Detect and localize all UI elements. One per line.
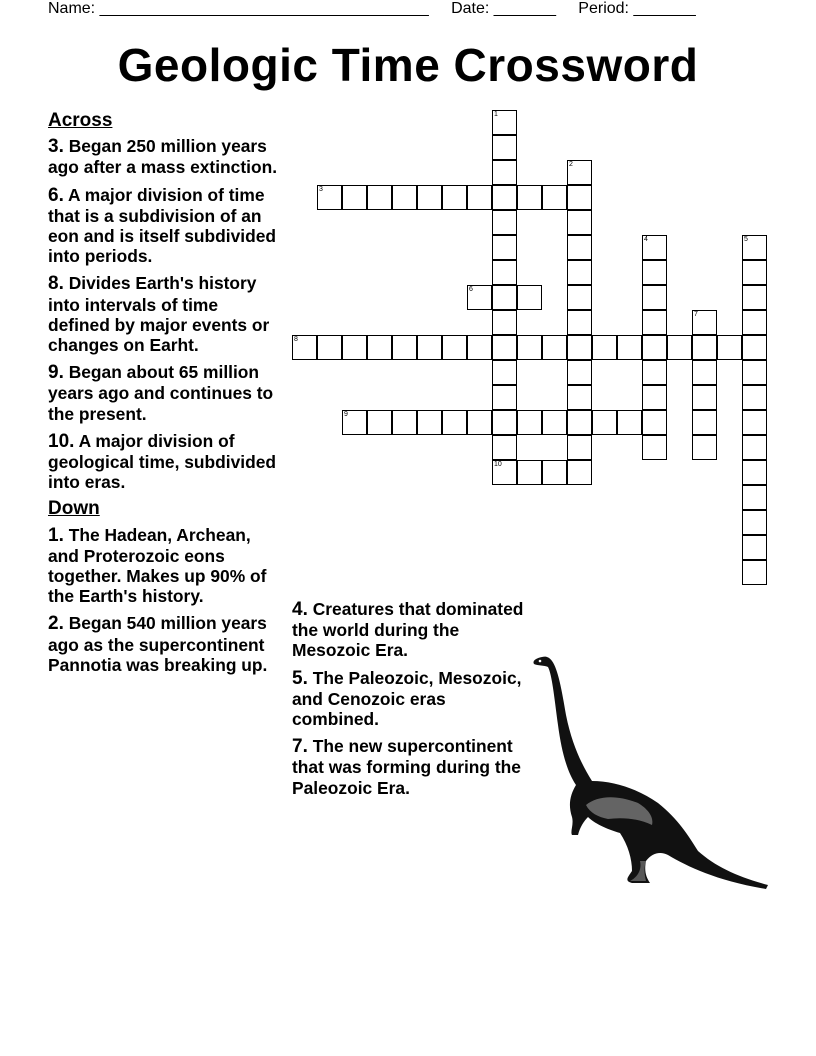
across-clue <box>48 136 284 177</box>
crossword-cell[interactable] <box>292 335 317 360</box>
clue-text: The Paleozoic, Mesozoic, and Cenozoic eras combined. <box>292 667 522 730</box>
crossword-cell[interactable] <box>742 360 767 385</box>
crossword-cell[interactable] <box>417 410 442 435</box>
clue-number: 7. <box>292 736 308 758</box>
cell-number: 8 <box>294 336 298 343</box>
crossword-cell[interactable] <box>342 410 367 435</box>
crossword-cell[interactable] <box>617 410 642 435</box>
cell-number: 9 <box>344 411 348 418</box>
crossword-cell[interactable] <box>392 185 417 210</box>
down-clue <box>48 525 284 607</box>
clue-text: The Hadean, Archean, and Proterozoic eons together. Makes up 90% of the Earth's history. <box>48 524 267 607</box>
crossword-cell[interactable] <box>542 460 567 485</box>
clue-number: 9. <box>48 362 64 384</box>
cell-number: 1 <box>494 111 498 118</box>
crossword-cell[interactable] <box>567 360 592 385</box>
crossword-cell[interactable] <box>692 310 717 335</box>
student-info-header <box>48 0 696 18</box>
crossword-cell[interactable] <box>642 235 667 260</box>
crossword-cell[interactable] <box>667 335 692 360</box>
crossword-cell[interactable] <box>492 435 517 460</box>
crossword-cell[interactable] <box>692 385 717 410</box>
crossword-cell[interactable] <box>517 460 542 485</box>
period-label: Period: <box>578 0 629 17</box>
name-line[interactable]: _____________________________________ <box>99 0 429 17</box>
crossword-cell[interactable] <box>542 185 567 210</box>
crossword-cell[interactable] <box>442 335 467 360</box>
crossword-cell[interactable] <box>642 285 667 310</box>
crossword-cell[interactable] <box>392 335 417 360</box>
crossword-cell[interactable] <box>517 410 542 435</box>
crossword-cell[interactable] <box>492 460 517 485</box>
crossword-cell[interactable] <box>642 335 667 360</box>
down-clue <box>292 668 528 730</box>
crossword-cell[interactable] <box>342 185 367 210</box>
crossword-cell[interactable] <box>617 335 642 360</box>
name-label: Name: <box>48 0 96 17</box>
crossword-cell[interactable] <box>742 560 767 585</box>
down-clue <box>292 599 528 661</box>
crossword-cell[interactable] <box>367 185 392 210</box>
crossword-cell[interactable] <box>642 435 667 460</box>
crossword-cell[interactable] <box>567 285 592 310</box>
crossword-cell[interactable] <box>567 210 592 235</box>
crossword-cell[interactable] <box>567 260 592 285</box>
crossword-cell[interactable] <box>317 335 342 360</box>
crossword-cell[interactable] <box>717 335 742 360</box>
crossword-cell[interactable] <box>417 335 442 360</box>
crossword-cell[interactable] <box>642 310 667 335</box>
crossword-cell[interactable] <box>342 335 367 360</box>
crossword-cell[interactable] <box>567 385 592 410</box>
across-clue <box>48 362 284 424</box>
clues-column-right <box>292 599 528 805</box>
crossword-cell[interactable] <box>492 260 517 285</box>
crossword-cell[interactable] <box>742 335 767 360</box>
crossword-cell[interactable] <box>742 460 767 485</box>
crossword-cell[interactable] <box>442 410 467 435</box>
crossword-cell[interactable] <box>317 185 342 210</box>
cell-number: 6 <box>469 286 473 293</box>
crossword-cell[interactable] <box>567 460 592 485</box>
crossword-cell[interactable] <box>567 185 592 210</box>
period-line[interactable]: _______ <box>633 0 696 17</box>
crossword-cell[interactable] <box>542 410 567 435</box>
crossword-cell[interactable] <box>467 410 492 435</box>
crossword-cell[interactable] <box>517 285 542 310</box>
crossword-cell[interactable] <box>567 235 592 260</box>
crossword-cell[interactable] <box>642 360 667 385</box>
crossword-cell[interactable] <box>492 360 517 385</box>
crossword-cell[interactable] <box>492 135 517 160</box>
clue-number: 1. <box>48 524 64 546</box>
crossword-cell[interactable] <box>467 285 492 310</box>
crossword-cell[interactable] <box>742 260 767 285</box>
crossword-cell[interactable] <box>442 185 467 210</box>
crossword-cell[interactable] <box>742 310 767 335</box>
clue-text: Divides Earth's history into intervals of time defined by major events or changes on Earht. <box>48 273 270 356</box>
clue-text: Began 540 million years ago as the supercontinent Pannotia was breaking up. <box>48 613 268 675</box>
across-clue <box>48 185 284 267</box>
crossword-cell[interactable] <box>742 435 767 460</box>
crossword-cell[interactable] <box>492 160 517 185</box>
crossword-cell[interactable] <box>392 410 417 435</box>
across-clue <box>48 431 284 493</box>
crossword-cell[interactable] <box>742 485 767 510</box>
cell-number: 3 <box>319 186 323 193</box>
across-heading: Across <box>48 110 113 131</box>
crossword-cell[interactable] <box>492 385 517 410</box>
crossword-cell[interactable] <box>692 335 717 360</box>
clue-number: 6. <box>48 184 64 206</box>
date-line[interactable]: _______ <box>493 0 557 17</box>
cell-number: 7 <box>694 311 698 318</box>
crossword-cell[interactable] <box>592 410 617 435</box>
crossword-cell[interactable] <box>542 335 567 360</box>
down-clue <box>48 613 284 675</box>
clues-column-left <box>48 111 284 682</box>
crossword-cell[interactable] <box>367 335 392 360</box>
crossword-cell[interactable] <box>567 435 592 460</box>
crossword-cell[interactable] <box>567 160 592 185</box>
crossword-cell[interactable] <box>742 285 767 310</box>
across-clue <box>48 273 284 355</box>
crossword-cell[interactable] <box>492 310 517 335</box>
clue-number: 2. <box>48 613 64 635</box>
crossword-cell[interactable] <box>642 385 667 410</box>
crossword-cell[interactable] <box>517 185 542 210</box>
crossword-cell[interactable] <box>492 410 517 435</box>
clue-number: 5. <box>292 667 308 689</box>
crossword-cell[interactable] <box>642 260 667 285</box>
clue-text: The new supercontinent that was forming during the Paleozoic Era. <box>292 736 521 798</box>
crossword-cell[interactable] <box>492 285 517 310</box>
clue-number: 3. <box>48 136 64 158</box>
date-label: Date: <box>451 0 490 17</box>
clue-number: 4. <box>292 599 308 620</box>
crossword-cell[interactable] <box>642 410 667 435</box>
cell-number: 10 <box>494 461 502 468</box>
crossword-cell[interactable] <box>592 335 617 360</box>
clue-text: Began about 65 million years ago and continues to the present. <box>48 362 274 424</box>
crossword-cell[interactable] <box>742 510 767 535</box>
crossword-cell[interactable] <box>467 335 492 360</box>
crossword-cell[interactable] <box>742 535 767 560</box>
clue-text: Began 250 million years ago after a mass extinction. <box>48 136 278 178</box>
cell-number: 4 <box>644 236 648 243</box>
cell-number: 5 <box>744 236 748 243</box>
cell-number: 2 <box>569 161 573 168</box>
crossword-cell[interactable] <box>692 360 717 385</box>
crossword-cell[interactable] <box>492 110 517 135</box>
clue-text: Creatures that dominated the world during the Mesozoic Era. <box>292 599 524 661</box>
crossword-cell[interactable] <box>742 385 767 410</box>
crossword-cell[interactable] <box>492 185 517 210</box>
clue-text: A major division of geological time, subdivided into eras. <box>48 430 277 493</box>
crossword-cell[interactable] <box>742 410 767 435</box>
crossword-cell[interactable] <box>742 235 767 260</box>
down-clue <box>292 736 528 798</box>
crossword-cell[interactable] <box>567 410 592 435</box>
crossword-cell[interactable] <box>492 210 517 235</box>
crossword-cell[interactable] <box>517 335 542 360</box>
clue-number: 10. <box>48 430 75 452</box>
crossword-cell[interactable] <box>692 410 717 435</box>
crossword-cell[interactable] <box>467 185 492 210</box>
crossword-cell[interactable] <box>567 310 592 335</box>
crossword-cell[interactable] <box>692 435 717 460</box>
page-title: Geologic Time Crossword <box>117 39 699 91</box>
crossword-cell[interactable] <box>417 185 442 210</box>
dinosaur-icon <box>528 655 770 895</box>
clue-number: 8. <box>48 273 64 295</box>
crossword-cell[interactable] <box>367 410 392 435</box>
down-heading: Down <box>48 498 100 520</box>
crossword-cell[interactable] <box>567 335 592 360</box>
clue-text: A major division of time that is a subdivision of an eon and is itself subdivided into periods. <box>48 184 277 267</box>
crossword-cell[interactable] <box>492 335 517 360</box>
crossword-cell[interactable] <box>492 235 517 260</box>
